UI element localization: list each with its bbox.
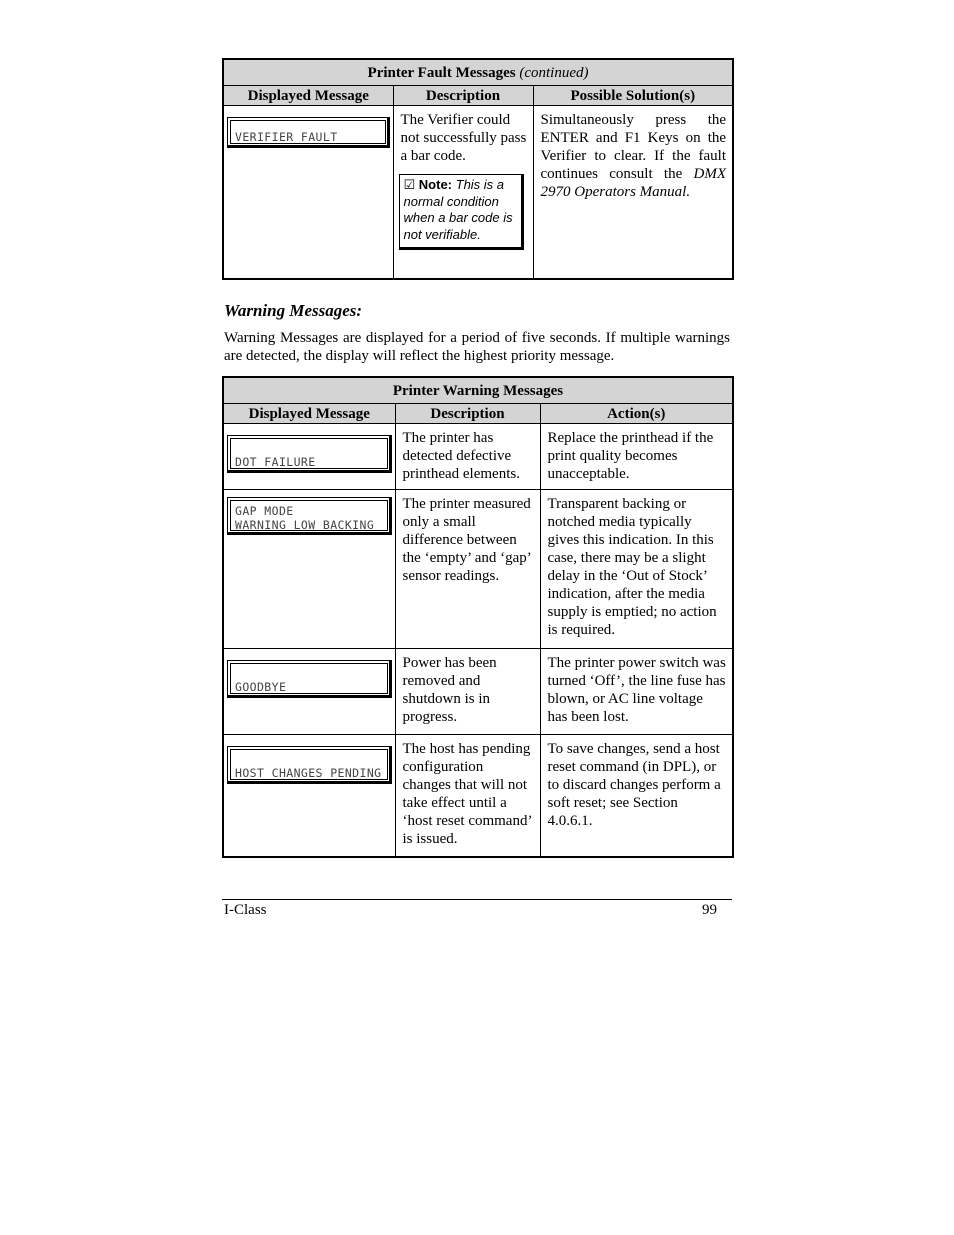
table-row — [223, 735, 733, 857]
display-cell — [223, 490, 395, 649]
action-cell: Replace the printhead if the print quality becomes unacceptable. — [540, 424, 733, 490]
table-row — [223, 649, 733, 735]
description-cell: The printer measured only a small difference between the ‘empty’ and ‘gap’ sensor readings. — [395, 490, 540, 649]
lcd-display — [227, 435, 392, 473]
fault-table-title — [223, 59, 733, 86]
display-cell — [223, 649, 395, 735]
description-cell — [393, 106, 533, 279]
footer-divider — [222, 899, 732, 900]
section-heading: Warning Messages: — [224, 301, 363, 320]
fault-table-title-suffix: (continued) — [519, 64, 589, 81]
lcd-line: VERIFIER FAULT — [235, 130, 338, 144]
display-cell — [223, 735, 395, 857]
footer-page-number: 99 — [702, 902, 717, 918]
lcd-line: GAP MODE — [235, 504, 294, 518]
note-box — [399, 174, 524, 250]
solution-cell — [533, 106, 733, 279]
display-cell — [223, 424, 395, 490]
lcd-display — [227, 497, 392, 535]
column-header-description: Description — [395, 404, 540, 424]
manual-reference: DMX 2970 Operators Manual. — [540, 166, 727, 200]
note-label: Note: — [418, 177, 452, 192]
warning-table-title: Printer Warning Messages — [223, 377, 733, 404]
column-header-displayed-message: Displayed Message — [223, 86, 393, 106]
description-cell: Power has been removed and shutdown is in progress. — [395, 649, 540, 735]
fault-table — [222, 58, 734, 280]
table-row — [223, 106, 733, 279]
footer-product-name: I-Class — [224, 902, 267, 918]
section-paragraph: Warning Messages are displayed for a period of five seconds. If multiple warnings are detected, the display will reflect the highest priority message. — [224, 330, 730, 364]
action-cell: Transparent backing or notched media typically gives this indication. In this case, there may be a slight delay in the ‘Out of Stock’ indication, after the media supply is emptied; no action is required. — [540, 490, 733, 649]
fault-table-title-text: Printer Fault Messages — [367, 64, 516, 81]
lcd-line: DOT FAILURE — [235, 455, 316, 469]
lcd-line: WARNING LOW BACKING — [235, 518, 375, 532]
lcd-display — [227, 660, 392, 698]
table-row — [223, 490, 733, 649]
action-cell: The printer power switch was turned ‘Off’, the line fuse has blown, or AC line voltage has been lost. — [540, 649, 733, 735]
lcd-display — [227, 746, 392, 784]
note-text: This is a normal condition when a bar code is not verifiable. — [403, 177, 513, 242]
lcd-line: GOODBYE — [235, 680, 287, 694]
action-cell: To save changes, send a host reset command (in DPL), or to discard changes perform a soft reset; see Section 4.0.6.1. — [540, 735, 733, 857]
column-header-description: Description — [393, 86, 533, 106]
table-row — [223, 424, 733, 490]
lcd-line: HOST CHANGES PENDING — [235, 766, 382, 780]
display-cell — [223, 106, 393, 279]
solution-text: Simultaneously press the ENTER and F1 Keys on the Verifier to clear. If the fault continues consult the — [540, 112, 727, 182]
description-cell: The host has pending configuration changes that will not take effect until a ‘host reset command’ is issued. — [395, 735, 540, 857]
column-header-displayed-message: Displayed Message — [223, 404, 395, 424]
lcd-display — [227, 117, 390, 148]
column-header-possible-solutions: Possible Solution(s) — [533, 86, 733, 106]
checkbox-icon: ☑ — [403, 177, 416, 192]
column-header-actions: Action(s) — [540, 404, 733, 424]
warning-table — [222, 376, 734, 858]
description-text: The Verifier could not successfully pass a bar code. — [400, 112, 527, 164]
description-cell: The printer has detected defective printhead elements. — [395, 424, 540, 490]
